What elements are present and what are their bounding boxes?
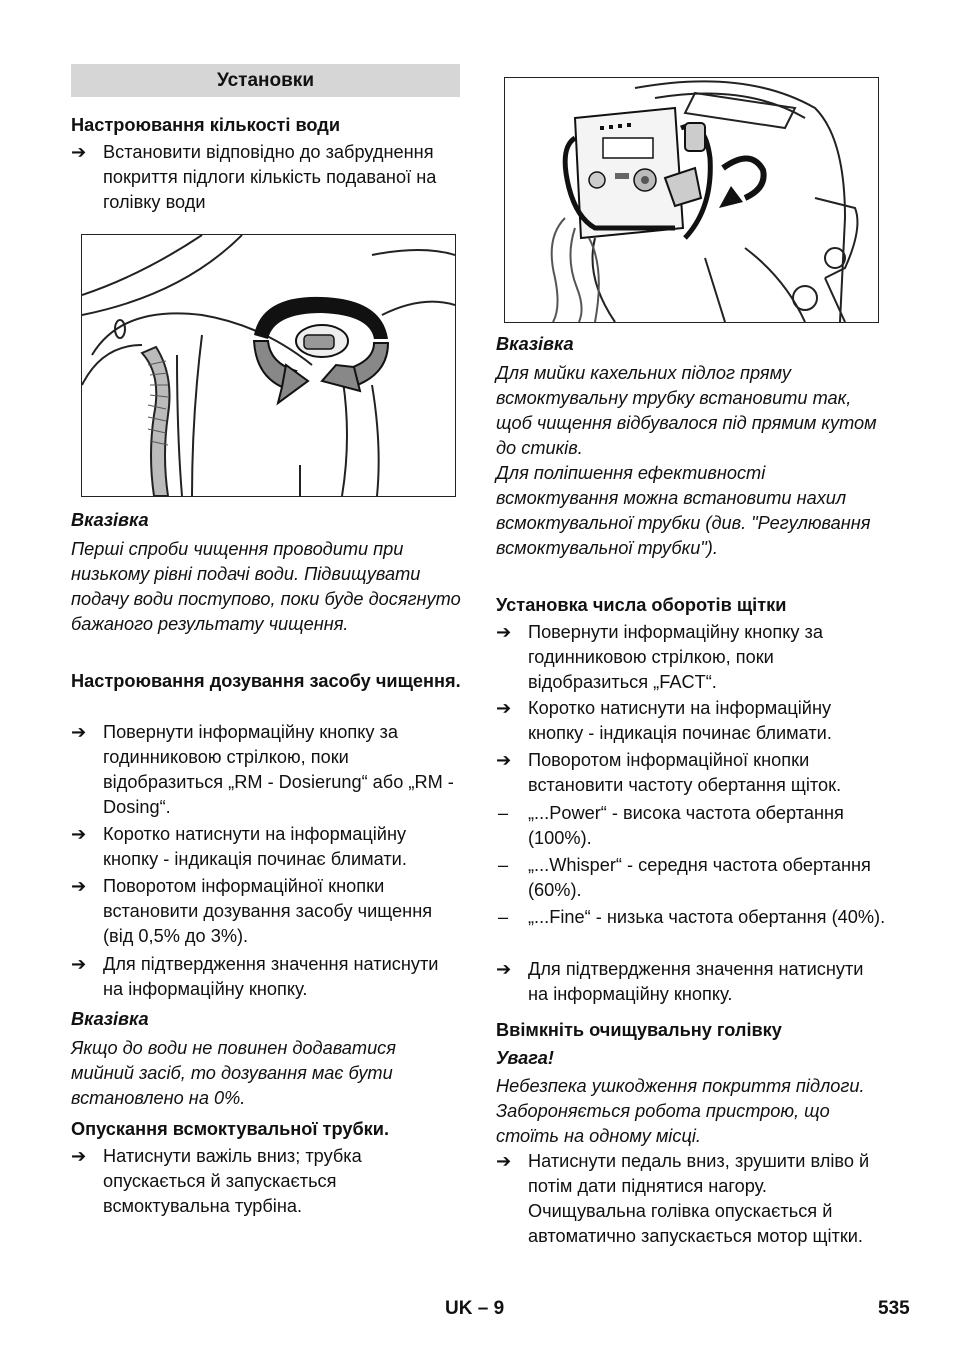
brush-step <box>496 696 886 746</box>
water-step <box>71 140 461 215</box>
option-text: „...Whisper“ - середня частота обертання (60%). <box>528 855 871 900</box>
note-2-title: Вказівка <box>71 1009 149 1029</box>
step-text: Повернути інформаційну кнопку за годинниковою стрілкою, поки відобразиться „RM - Dosierung“ або „RM - Dosing“. <box>103 722 454 817</box>
dash-icon: – <box>498 907 509 927</box>
dosing-step <box>71 874 461 949</box>
brush-option <box>496 853 886 903</box>
note-1-title: Вказівка <box>71 510 149 530</box>
note-1-text: Перші спроби чищення проводити при низькому рівні подачі води. Підвищувати подачу води поступово, поки буде досягнуто бажаного результату чищення. <box>71 539 461 634</box>
machine-control-figure <box>504 77 879 323</box>
rotation-arrow <box>719 158 764 208</box>
note-3-text-1: Для мийки кахельних підлог пряму всмоктувальну трубку встановити так, щоб чищення відбувалося під прямим кутом до стиків. <box>496 363 877 458</box>
step-text: Коротко натиснути на інформаційну кнопку - індикація починає блимати. <box>103 824 407 869</box>
head-heading: Ввімкніть очищувальну голівку <box>496 1020 782 1040</box>
step-text: Для підтвердження значення натиснути на інформаційну кнопку. <box>528 959 864 1004</box>
machine-illustration <box>505 78 878 322</box>
dosing-heading: Настроювання дозування засобу чищення. <box>71 671 461 691</box>
control-panel <box>575 108 683 238</box>
brush-confirm-step <box>496 957 886 1007</box>
note-3-text-2: Для поліпшення ефективності всмоктування можна встановити нахил всмоктувальної трубки (див. "Регулювання всмоктувальної трубки"). <box>496 463 871 558</box>
dash-icon: – <box>498 803 509 823</box>
water-valve-illustration <box>82 235 455 496</box>
page-label: UK – 9 <box>445 1298 505 1319</box>
warning-title: Увага! <box>496 1048 554 1068</box>
page-number: 535 <box>878 1298 910 1319</box>
section-title: Установки <box>71 64 460 97</box>
step-text: Поворотом інформаційної кнопки встановити дозування засобу чищення (від 0,5% до 3%). <box>103 876 433 946</box>
step-text: Коротко натиснути на інформаційну кнопку - індикація починає блимати. <box>528 698 832 743</box>
option-text: „...Fine“ - низька частота обертання (40%). <box>528 907 886 927</box>
brush-step <box>496 620 886 695</box>
dash-icon: – <box>498 855 509 875</box>
squeegee-step <box>71 1144 461 1219</box>
note-2-text: Якщо до води не повинен додаватися мийний засіб, то дозування має бути встановлено на 0%. <box>71 1038 396 1108</box>
water-heading: Настроювання кількості води <box>71 115 341 135</box>
rotation-ring <box>254 297 388 403</box>
warning-text: Небезпека ушкодження покриття підлоги. Забороняється робота пристрою, що стоїть на одному місці. <box>496 1076 865 1146</box>
arrow-icon: ➔ <box>71 876 87 896</box>
brush-option <box>496 801 886 851</box>
dosing-step <box>71 720 461 820</box>
brush-heading: Установка числа оборотів щітки <box>496 595 787 615</box>
arrow-icon: ➔ <box>496 959 512 979</box>
arrow-icon: ➔ <box>71 824 87 844</box>
dosing-step <box>71 952 461 1002</box>
step-text: Для підтвердження значення натиснути на інформаційну кнопку. <box>103 954 439 999</box>
note-3-title: Вказівка <box>496 334 574 354</box>
arrow-icon: ➔ <box>496 750 512 770</box>
arrow-icon: ➔ <box>496 622 512 642</box>
dosing-step <box>71 822 461 872</box>
arrow-icon: ➔ <box>496 698 512 718</box>
arrow-icon: ➔ <box>71 722 87 742</box>
water-valve-figure <box>81 234 456 497</box>
head-step <box>496 1149 886 1249</box>
step-text: Повернути інформаційну кнопку за годинниковою стрілкою, поки відобразиться „FACT“. <box>528 622 823 692</box>
arrow-icon: ➔ <box>71 1146 87 1166</box>
brush-option <box>496 905 886 930</box>
arrow-icon: ➔ <box>71 142 87 162</box>
step-text: Натиснути педаль вниз, зрушити вліво й потім дати піднятися нагору. Очищувальна голівка опускається й автоматично запускається мотор щітки. <box>528 1151 870 1246</box>
squeegee-heading: Опускання всмоктувальної трубки. <box>71 1119 390 1139</box>
step-text: Натиснути важіль вниз; трубка опускається й запускається всмоктувальна турбіна. <box>103 1146 362 1216</box>
brush-step <box>496 748 886 798</box>
arrow-icon: ➔ <box>71 954 87 974</box>
arrow-icon: ➔ <box>496 1151 512 1171</box>
option-text: „...Power“ - висока частота обертання (100%). <box>528 803 844 848</box>
step-text: Встановити відповідно до забруднення покриття підлоги кількість подаваної на голівку води <box>103 142 437 212</box>
step-text: Поворотом інформаційної кнопки встановити частоту обертання щіток. <box>528 750 842 795</box>
